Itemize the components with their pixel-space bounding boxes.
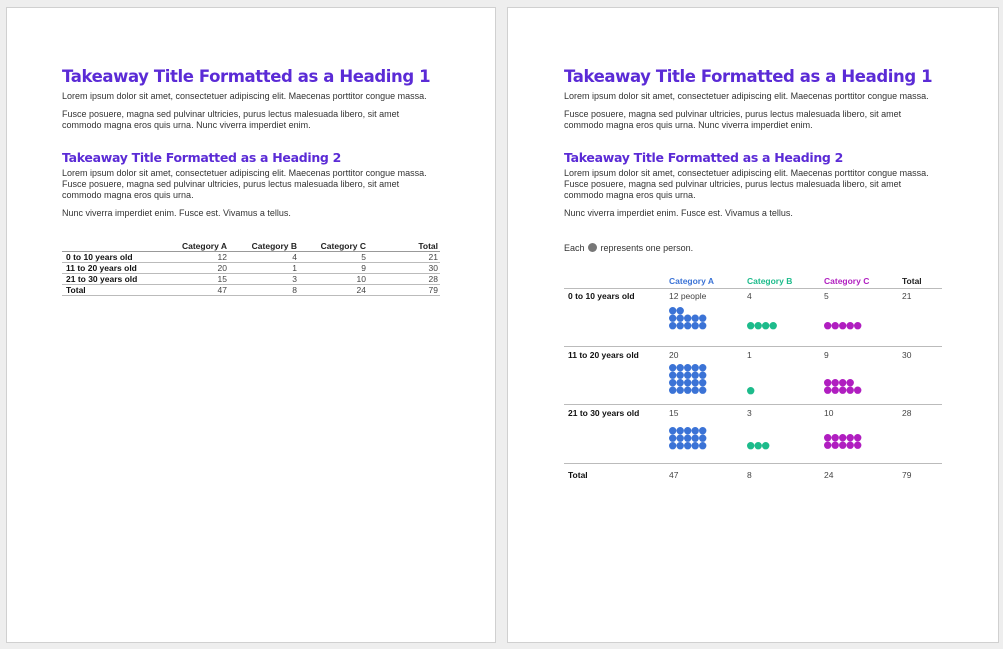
dot-cluster-category-c xyxy=(824,322,862,330)
table-cell: 10 xyxy=(299,274,368,285)
person-dot xyxy=(677,434,684,441)
page-1-content xyxy=(62,66,440,296)
person-dot xyxy=(824,442,831,449)
paragraph: Nunc viverra imperdiet enim. Fusce est. Vivamus a tellus. xyxy=(62,208,291,218)
person-dot xyxy=(699,427,706,434)
value-category-b: 8 xyxy=(747,470,752,480)
column-header: Category A xyxy=(158,241,229,252)
table-cell: 12 xyxy=(158,252,229,263)
dot-cluster-category-b xyxy=(747,322,785,330)
row-label: 11 to 20 years old xyxy=(62,263,158,274)
person-dot xyxy=(684,379,691,386)
person-dot xyxy=(692,427,699,434)
column-header-category-c: Category C xyxy=(824,276,870,286)
paragraph: Lorem ipsum dolor sit amet, consectetuer adipiscing elit. Maecenas porttitor congue massa. Fusce posuere, magna sed pulvinar ultricies, purus lectus malesuada libero, sit amet commodo magna eros quis urna. xyxy=(62,168,427,200)
row-label: 21 to 30 years old xyxy=(568,408,640,418)
column-header-total: Total xyxy=(902,276,922,286)
dot-cluster-category-a xyxy=(669,364,707,394)
person-dot xyxy=(854,434,861,441)
heading-1: Takeaway Title Formatted as a Heading 1 xyxy=(564,67,933,86)
legend-prefix: Each xyxy=(564,243,585,253)
table-cell: 28 xyxy=(368,274,440,285)
person-dot xyxy=(839,434,846,441)
table-cell: 24 xyxy=(299,285,368,296)
page-2 xyxy=(507,7,999,643)
table-cell: 9 xyxy=(299,263,368,274)
person-dot xyxy=(747,387,754,394)
person-dot xyxy=(699,364,706,371)
person-dot xyxy=(669,307,676,314)
value-category-c: 5 xyxy=(824,291,829,301)
person-dot xyxy=(669,387,676,394)
person-dot xyxy=(669,322,676,329)
table-row xyxy=(62,263,440,274)
heading-2: Takeaway Title Formatted as a Heading 2 xyxy=(564,150,844,165)
table-cell: 1 xyxy=(229,263,299,274)
person-dot xyxy=(677,427,684,434)
person-dot xyxy=(832,379,839,386)
table-cell: 79 xyxy=(368,285,440,296)
value-category-a: 20 xyxy=(669,350,679,360)
person-dot xyxy=(677,364,684,371)
table-cell: 21 xyxy=(368,252,440,263)
person-dot xyxy=(699,434,706,441)
paragraph: Lorem ipsum dolor sit amet, consectetuer adipiscing elit. Maecenas porttitor congue massa. xyxy=(564,91,929,101)
person-dot xyxy=(770,322,777,329)
heading-1: Takeaway Title Formatted as a Heading 1 xyxy=(62,67,431,86)
table-cell: 20 xyxy=(158,263,229,274)
row-label: 21 to 30 years old xyxy=(62,274,158,285)
column-header-category-a: Category A xyxy=(669,276,715,286)
page-1 xyxy=(6,7,496,643)
person-dot xyxy=(692,372,699,379)
table-cell: 5 xyxy=(299,252,368,263)
dot-table xyxy=(564,276,942,486)
row-label: Total xyxy=(62,285,158,296)
person-dot xyxy=(832,442,839,449)
person-dot xyxy=(824,322,831,329)
person-dot xyxy=(699,322,706,329)
table-header-row xyxy=(62,241,440,252)
table-cell: 47 xyxy=(158,285,229,296)
person-dot xyxy=(669,372,676,379)
dot-cluster-category-c xyxy=(824,379,862,394)
person-dot xyxy=(669,427,676,434)
person-dot xyxy=(847,442,854,449)
value-category-c: 24 xyxy=(824,470,834,480)
person-dot xyxy=(684,434,691,441)
person-dot xyxy=(684,427,691,434)
person-dot xyxy=(839,387,846,394)
paragraph: Nunc viverra imperdiet enim. Fusce est. Vivamus a tellus. xyxy=(564,208,793,218)
person-dot xyxy=(684,314,691,321)
person-dot xyxy=(677,387,684,394)
heading-2: Takeaway Title Formatted as a Heading 2 xyxy=(62,150,342,165)
value-total: 21 xyxy=(902,291,912,301)
person-dot xyxy=(847,322,854,329)
person-dot xyxy=(692,442,699,449)
table-cell: 4 xyxy=(229,252,299,263)
value-category-a: 47 xyxy=(669,470,679,480)
row-label: 0 to 10 years old xyxy=(568,291,635,301)
person-dot xyxy=(692,434,699,441)
person-dot xyxy=(747,322,754,329)
table-cell: 15 xyxy=(158,274,229,285)
row-divider xyxy=(564,404,942,405)
person-dot xyxy=(684,442,691,449)
person-dot xyxy=(854,442,861,449)
value-category-c: 10 xyxy=(824,408,834,418)
value-total: 79 xyxy=(902,470,912,480)
row-label: 11 to 20 years old xyxy=(568,350,639,360)
person-dot xyxy=(669,442,676,449)
person-dot xyxy=(677,307,684,314)
value-category-b: 1 xyxy=(747,350,752,360)
person-dot xyxy=(684,364,691,371)
column-header: Category B xyxy=(229,241,299,252)
person-dot xyxy=(824,434,831,441)
person-dot xyxy=(839,379,846,386)
person-dot xyxy=(854,387,861,394)
row-divider xyxy=(564,346,942,347)
person-dot xyxy=(669,364,676,371)
value-category-b: 3 xyxy=(747,408,752,418)
value-category-a: 15 xyxy=(669,408,679,418)
paragraph: Lorem ipsum dolor sit amet, consectetuer adipiscing elit. Maecenas porttitor congue massa. Fusce posuere, magna sed pulvinar ultricies, purus lectus malesuada libero, sit amet commodo magna eros quis urna. xyxy=(564,168,929,200)
person-dot xyxy=(677,322,684,329)
person-dot xyxy=(699,442,706,449)
dot-legend xyxy=(564,243,942,254)
table-row xyxy=(62,252,440,263)
column-header: Category C xyxy=(299,241,368,252)
dot-cluster-category-c xyxy=(824,434,862,449)
person-dot xyxy=(684,387,691,394)
dot-cluster-category-b xyxy=(747,442,785,450)
person-dot xyxy=(832,434,839,441)
person-dot xyxy=(847,434,854,441)
person-dot xyxy=(677,379,684,386)
table-cell: 8 xyxy=(229,285,299,296)
column-header: Total xyxy=(368,241,440,252)
person-dot xyxy=(839,322,846,329)
person-dot xyxy=(699,372,706,379)
person-dot xyxy=(699,379,706,386)
row-label: Total xyxy=(568,470,588,480)
person-dot xyxy=(669,379,676,386)
person-dot xyxy=(755,442,762,449)
person-dot xyxy=(824,387,831,394)
person-dot xyxy=(699,314,706,321)
page-2-content xyxy=(564,66,942,486)
person-dot xyxy=(762,442,769,449)
person-dot xyxy=(692,387,699,394)
person-dot xyxy=(677,314,684,321)
person-dot xyxy=(692,379,699,386)
person-dot xyxy=(692,364,699,371)
person-dot xyxy=(747,442,754,449)
table-cell: 3 xyxy=(229,274,299,285)
table-row xyxy=(62,274,440,285)
row-divider xyxy=(564,463,942,464)
value-category-c: 9 xyxy=(824,350,829,360)
person-dot xyxy=(684,322,691,329)
value-category-a: 12 people xyxy=(669,291,707,301)
value-total: 28 xyxy=(902,408,912,418)
table-cell: 30 xyxy=(368,263,440,274)
dot-cluster-category-a xyxy=(669,427,707,450)
dot-cluster-category-b xyxy=(747,387,785,395)
person-dot xyxy=(669,314,676,321)
person-dot xyxy=(692,322,699,329)
person-dot xyxy=(677,372,684,379)
person-dot xyxy=(832,387,839,394)
paragraph: Fusce posuere, magna sed pulvinar ultricies, purus lectus malesuada libero, sit amet commodo magna eros quis urna. Nunc viverra imperdiet enim. xyxy=(564,109,902,130)
person-dot xyxy=(669,434,676,441)
person-dot-icon xyxy=(588,243,597,252)
paragraph: Lorem ipsum dolor sit amet, consectetuer adipiscing elit. Maecenas porttitor congue massa. xyxy=(62,91,427,101)
row-label: 0 to 10 years old xyxy=(62,252,158,263)
person-dot xyxy=(832,322,839,329)
person-dot xyxy=(762,322,769,329)
dot-cluster-category-a xyxy=(669,307,707,330)
data-table xyxy=(62,241,440,296)
value-total: 30 xyxy=(902,350,912,360)
legend-suffix: represents one person. xyxy=(600,243,694,253)
paragraph: Fusce posuere, magna sed pulvinar ultricies, purus lectus malesuada libero, sit amet commodo magna eros quis urna. Nunc viverra imperdiet enim. xyxy=(62,109,400,130)
person-dot xyxy=(699,387,706,394)
table-corner xyxy=(62,241,158,252)
person-dot xyxy=(824,379,831,386)
person-dot xyxy=(692,314,699,321)
person-dot xyxy=(854,322,861,329)
row-divider xyxy=(564,288,942,289)
column-header-category-b: Category B xyxy=(747,276,793,286)
person-dot xyxy=(847,387,854,394)
value-category-b: 4 xyxy=(747,291,752,301)
table-total-row xyxy=(62,285,440,296)
person-dot xyxy=(755,322,762,329)
person-dot xyxy=(677,442,684,449)
person-dot xyxy=(684,372,691,379)
person-dot xyxy=(847,379,854,386)
person-dot xyxy=(839,442,846,449)
